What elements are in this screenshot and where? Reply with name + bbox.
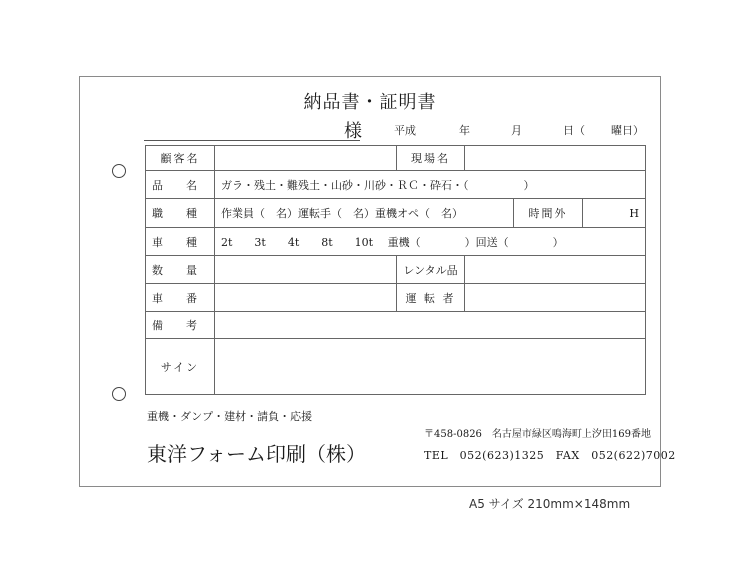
row-customer (146, 146, 646, 171)
vehicle-options[interactable]: 2t 3t 4t 8t 10t 重機（ ）回送（ ） (215, 228, 646, 256)
remarks-label: 備 考 (146, 312, 215, 339)
delivery-form-table (145, 145, 646, 395)
remarks-field[interactable] (215, 312, 646, 339)
company-name: 東洋フォーム印刷（株） (147, 442, 366, 466)
addressee-suffix: 様 (344, 121, 362, 142)
paper-size-note: A5 サイズ 210mm×148mm (469, 497, 631, 511)
item-options[interactable]: ガラ・残土・難残土・山砂・川砂・ＲＣ・砕石・（ ） (215, 171, 646, 199)
row-sign (146, 339, 646, 395)
date-day: 日（ (563, 124, 585, 137)
services-text: 重機・ダンプ・建材・請負・応援 (147, 410, 313, 423)
date-era: 平成 (394, 124, 416, 137)
sign-label: サイン (146, 339, 215, 395)
driver-label: 運 転 者 (397, 284, 465, 312)
job-options[interactable]: 作業員（ 名）運転手（ 名）重機オペ（ 名） (215, 199, 514, 228)
row-remarks (146, 312, 646, 339)
customer-label: 顧客名 (146, 146, 215, 171)
row-item (146, 171, 646, 199)
rental-field[interactable] (465, 256, 646, 284)
date-year: 年 (459, 124, 470, 137)
overtime-unit[interactable]: H (583, 199, 646, 228)
punch-hole-bottom (112, 387, 126, 401)
item-label: 品 名 (146, 171, 215, 199)
row-job (146, 199, 646, 228)
date-weekday: 曜日） (611, 124, 644, 137)
company-phone-fax: TEL 052(623)1325 FAX 052(622)7002 (424, 449, 676, 462)
vehicle-no-field[interactable] (215, 284, 397, 312)
punch-hole-top (112, 164, 126, 178)
driver-field[interactable] (465, 284, 646, 312)
job-label: 職 種 (146, 199, 215, 228)
quantity-field[interactable] (215, 256, 397, 284)
sign-field[interactable] (215, 339, 646, 395)
overtime-label: 時間外 (514, 199, 583, 228)
company-address: 〒458-0826 名古屋市緑区鳴海町上汐田169番地 (424, 429, 652, 440)
form-title: 納品書・証明書 (303, 92, 437, 113)
site-field[interactable] (465, 146, 646, 171)
row-quantity (146, 256, 646, 284)
row-vehicle-no (146, 284, 646, 312)
rental-label: レンタル品 (397, 256, 465, 284)
row-vehicle-type (146, 228, 646, 256)
addressee-line (144, 140, 360, 141)
date-month: 月 (511, 124, 522, 137)
vehicle-label: 車 種 (146, 228, 215, 256)
quantity-label: 数 量 (146, 256, 215, 284)
site-label: 現場名 (397, 146, 465, 171)
vehicle-no-label: 車 番 (146, 284, 215, 312)
customer-field[interactable] (215, 146, 397, 171)
